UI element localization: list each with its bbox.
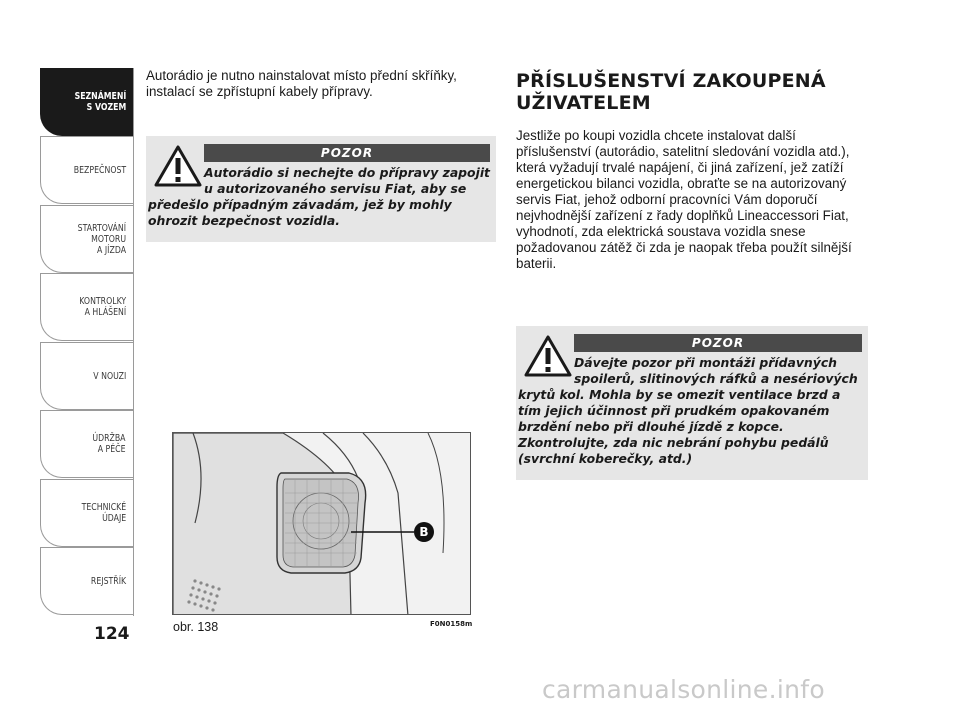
sidebar-divider: [133, 68, 134, 616]
watermark: carmanualsonline.info: [542, 675, 825, 704]
warning-text-content: Autorádio si nechejte do přípravy zapojit u autorizovaného servisu Fiat, aby se předešlo případným závadám, jež by mohly ohrozit bezpečnost vozidla.: [148, 165, 490, 228]
tab-bezpecnost[interactable]: [40, 136, 134, 204]
tab-label: V NOUZI: [92, 370, 126, 382]
warning-box-radio: [146, 136, 496, 242]
callout-letter: B: [419, 525, 429, 539]
tab-startovani-motoru[interactable]: [40, 205, 134, 273]
tab-seznameni-s-vozem[interactable]: [40, 68, 134, 136]
warning-header: POZOR: [574, 334, 862, 352]
warning-text-content: Dávejte pozor při montáži přídavných spoilerů, slitinových ráfků a nesériových krytů kol. Mohla by se omezit ventilace brzd a tím jejich účinnost při prudkém opakovaném brzdění nebo při dlouhé jízdě z kopce. Zkontrolujte, zda nic nebrání pohybu pedálů (svrchní koberečky, atd.): [518, 355, 858, 466]
tab-label: KONTROLKY A HLÁŠENÍ: [79, 296, 126, 318]
tab-kontrolky[interactable]: [40, 273, 134, 341]
warning-text: [148, 165, 490, 229]
warning-text: [518, 355, 862, 467]
warning-box-spoilers: [516, 326, 868, 480]
warning-header: POZOR: [204, 144, 490, 162]
tab-label: BEZPEČNOST: [73, 164, 126, 176]
tab-technicke-udaje[interactable]: [40, 479, 134, 547]
section-title: PŘÍSLUŠENSTVÍ ZAKOUPENÁ UŽIVATELEM: [516, 70, 826, 114]
figure-glovebox: [172, 432, 471, 615]
intro-paragraph: Autorádio je nutno nainstalovat místo přední skříňky, instalací se zpřístupní kabely přípravy.: [146, 68, 457, 99]
tab-udrzba-a-pece[interactable]: [40, 410, 134, 478]
tab-rejstrik[interactable]: [40, 547, 134, 615]
section-body: Jestliže po koupi vozidla chcete instalovat další příslušenství (autorádio, satelitní sledování vozidla atd.), která vyžadují trvalé napájení, či jiná zařízení, jež zatíží energetickou bilanci vozidla, obraťte se na autorizovaný servis Fiat, jehož odborní pracovníci Vám doporučí nejvhodnější zařízení z řady doplňků Lineaccessori Fiat, vyhodnotí, zda elektrická soustava vozidla snese požadovanou zátěž či zda je naopak třeba použít silnější baterii.: [516, 128, 852, 271]
tab-v-nouzi[interactable]: [40, 342, 134, 410]
figure-caption: obr. 138: [173, 620, 219, 634]
tab-label: ÚDRŽBA A PÉČE: [92, 433, 126, 455]
tab-label: REJSTŘÍK: [90, 575, 126, 587]
tab-label: SEZNÁMENÍ S VOZEM: [74, 91, 126, 113]
tab-label: STARTOVÁNÍ MOTORU A JÍZDA: [77, 222, 126, 256]
tab-label: TECHNICKÉ ÚDAJE: [81, 502, 126, 524]
callout-b: [414, 522, 434, 542]
page-number: 124: [94, 624, 130, 644]
figure-code: F0N0158m: [430, 620, 473, 628]
